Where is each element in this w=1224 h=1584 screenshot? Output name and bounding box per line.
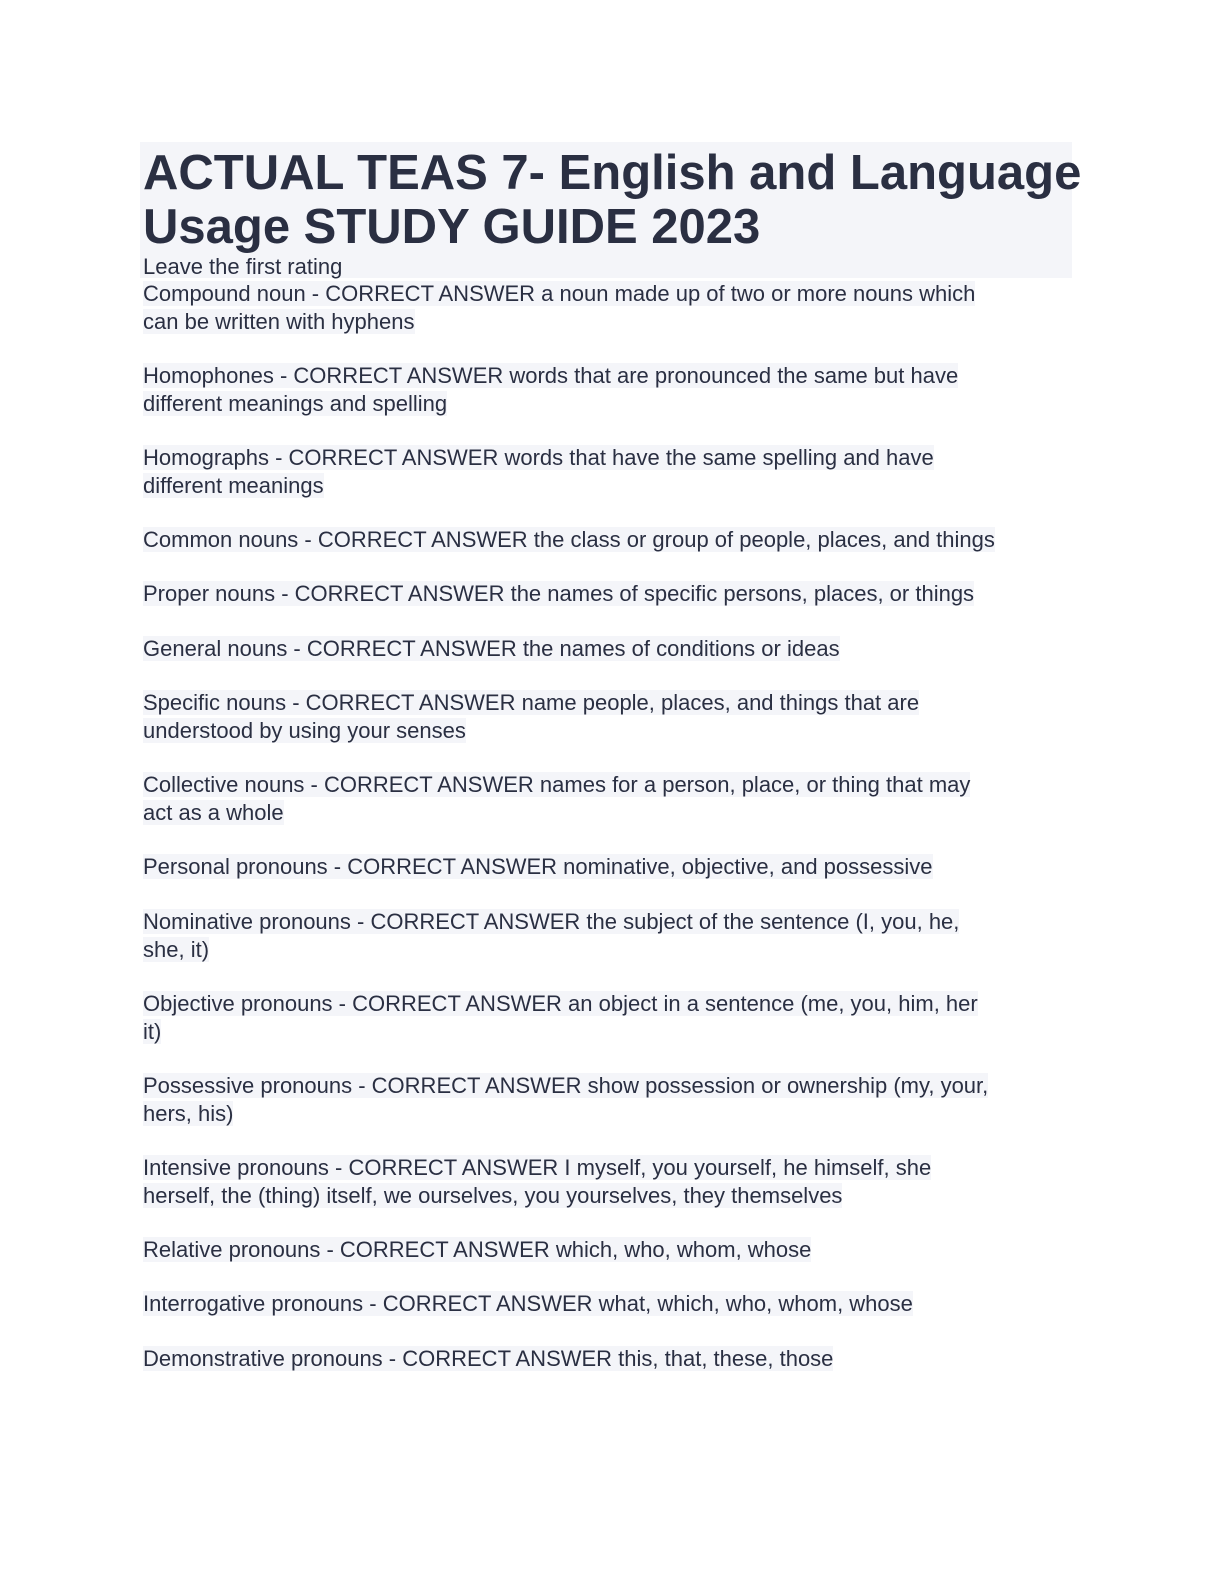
entry-line: herself, the (thing) itself, we ourselves, you yourselves, they themselves: [143, 1183, 843, 1208]
entry-line: Collective nouns - CORRECT ANSWER names for a person, place, or thing that may: [143, 772, 971, 797]
entry-proper-nouns: [143, 580, 1073, 608]
entry-demonstrative-pronouns: [143, 1345, 1073, 1373]
entry-line: can be written with hyphens: [143, 309, 415, 334]
entry-common-nouns: [143, 526, 1073, 554]
entry-line: Homographs - CORRECT ANSWER words that have the same spelling and have: [143, 445, 934, 470]
title-line-1: ACTUAL TEAS 7- English and Language: [143, 146, 1082, 200]
entry-line: act as a whole: [143, 800, 284, 825]
entry-line: different meanings and spelling: [143, 391, 448, 416]
entry-line: Homophones - CORRECT ANSWER words that are pronounced the same but have: [143, 363, 959, 388]
entry-line: Specific nouns - CORRECT ANSWER name people, places, and things that are: [143, 690, 920, 715]
entry-line: Nominative pronouns - CORRECT ANSWER the subject of the sentence (I, you, he,: [143, 909, 960, 934]
rating-prompt[interactable]: Leave the first rating: [143, 254, 343, 279]
entry-homophones: [143, 362, 1073, 418]
entry-relative-pronouns: [143, 1236, 1073, 1264]
entry-line: she, it): [143, 937, 210, 962]
entry-collective-nouns: [143, 771, 1073, 827]
entry-line: understood by using your senses: [143, 718, 466, 743]
entry-line: hers, his): [143, 1101, 234, 1126]
entry-homographs: [143, 444, 1073, 500]
entry-general-nouns: [143, 635, 1073, 663]
entry-intensive-pronouns: [143, 1154, 1073, 1210]
entry-line: General nouns - CORRECT ANSWER the names of conditions or ideas: [143, 636, 840, 661]
entry-interrogative-pronouns: [143, 1290, 1073, 1318]
entry-personal-pronouns: [143, 853, 1073, 881]
entry-line: Demonstrative pronouns - CORRECT ANSWER this, that, these, those: [143, 1346, 834, 1371]
entry-line: Common nouns - CORRECT ANSWER the class or group of people, places, and things: [143, 527, 995, 552]
entry-compound-noun: [143, 280, 1073, 336]
entry-nominative-pronouns: [143, 908, 1073, 964]
entry-line: Proper nouns - CORRECT ANSWER the names of specific persons, places, or things: [143, 581, 975, 606]
entry-objective-pronouns: [143, 990, 1073, 1046]
entry-line: Objective pronouns - CORRECT ANSWER an object in a sentence (me, you, him, her: [143, 991, 978, 1016]
entry-line: Compound noun - CORRECT ANSWER a noun made up of two or more nouns which: [143, 281, 976, 306]
entry-line: Possessive pronouns - CORRECT ANSWER show possession or ownership (my, your,: [143, 1073, 989, 1098]
entry-line: Intensive pronouns - CORRECT ANSWER I myself, you yourself, he himself, she: [143, 1155, 932, 1180]
entry-possessive-pronouns: [143, 1072, 1073, 1128]
document-title: [143, 146, 1082, 254]
entry-specific-nouns: [143, 689, 1073, 745]
entry-line: different meanings: [143, 473, 324, 498]
entry-line: Interrogative pronouns - CORRECT ANSWER what, which, who, whom, whose: [143, 1291, 913, 1316]
entry-line: Personal pronouns - CORRECT ANSWER nominative, objective, and possessive: [143, 854, 933, 879]
title-line-2: Usage STUDY GUIDE 2023: [143, 200, 761, 254]
entry-line: it): [143, 1019, 162, 1044]
entry-line: Relative pronouns - CORRECT ANSWER which, who, whom, whose: [143, 1237, 812, 1262]
